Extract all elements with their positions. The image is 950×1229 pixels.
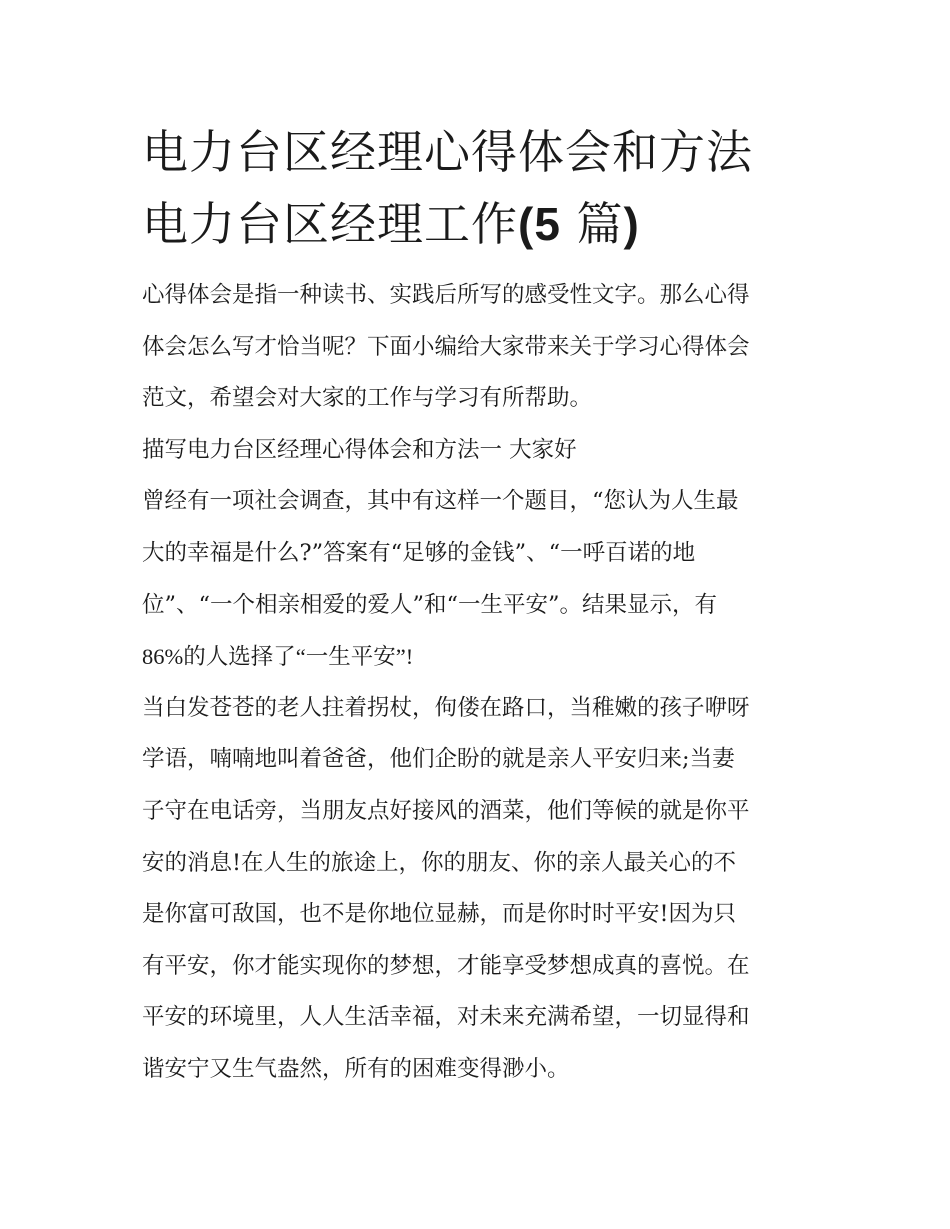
body-line: 心得体会是指一种读书、实践后所写的感受性文字。那么心得	[142, 282, 750, 308]
title-count-close: )	[623, 198, 640, 250]
body-line: 86%的人选择了“一生平安”!	[142, 644, 414, 670]
body-line: 曾经有一项社会调查，其中有这样一个题目，“您认为人生最	[142, 488, 739, 515]
body-line: 安的消息!在人生的旅途上，你的朋友、你的亲人最关心的不	[142, 849, 737, 876]
title-line-2-text: 电力台区经理工作	[142, 197, 518, 251]
title-count-unit: 篇	[576, 197, 624, 251]
body-line: 范文，希望会对大家的工作与学习有所帮助。	[142, 385, 593, 412]
title-count-open: (5	[518, 198, 561, 250]
body-line: 位”、“一个相亲相爱的爱人”和“一生平安”。结果显示，有	[142, 591, 718, 618]
document-title	[142, 116, 822, 260]
document-page	[142, 116, 822, 1096]
body-line: 谐安宁又生气盎然，所有的困难变得渺小。	[142, 1055, 570, 1082]
title-line-2	[142, 188, 822, 260]
title-line-1: 电力台区经理心得体会和方法	[142, 125, 753, 179]
body-line: 子守在电话旁，当朋友点好接风的酒菜，他们等候的就是你平	[142, 797, 750, 824]
body-line: 体会怎么写才恰当呢？下面小编给大家带来关于学习心得体会	[142, 333, 750, 360]
body-line: 学语，喃喃地叫着爸爸，他们企盼的就是亲人平安归来;当妻	[142, 746, 735, 773]
body-line: 有平安，你才能实现你的梦想，才能享受梦想成真的喜悦。在	[142, 952, 750, 979]
section-heading: 描写电力台区经理心得体会和方法一 大家好	[142, 436, 577, 463]
body-line: 当白发苍苍的老人拄着拐杖，佝偻在路口，当稚嫩的孩子咿呀	[142, 694, 750, 721]
title-count-space	[561, 197, 577, 251]
body-line: 大的幸福是什么?”答案有“足够的金钱”、“一呼百诺的地	[142, 539, 696, 566]
document-body	[142, 270, 822, 1096]
body-line: 是你富可敌国，也不是你地位显赫，而是你时时平安!因为只	[142, 901, 737, 928]
body-line: 平安的环境里，人人生活幸福，对未来充满希望，一切显得和	[142, 1004, 750, 1031]
